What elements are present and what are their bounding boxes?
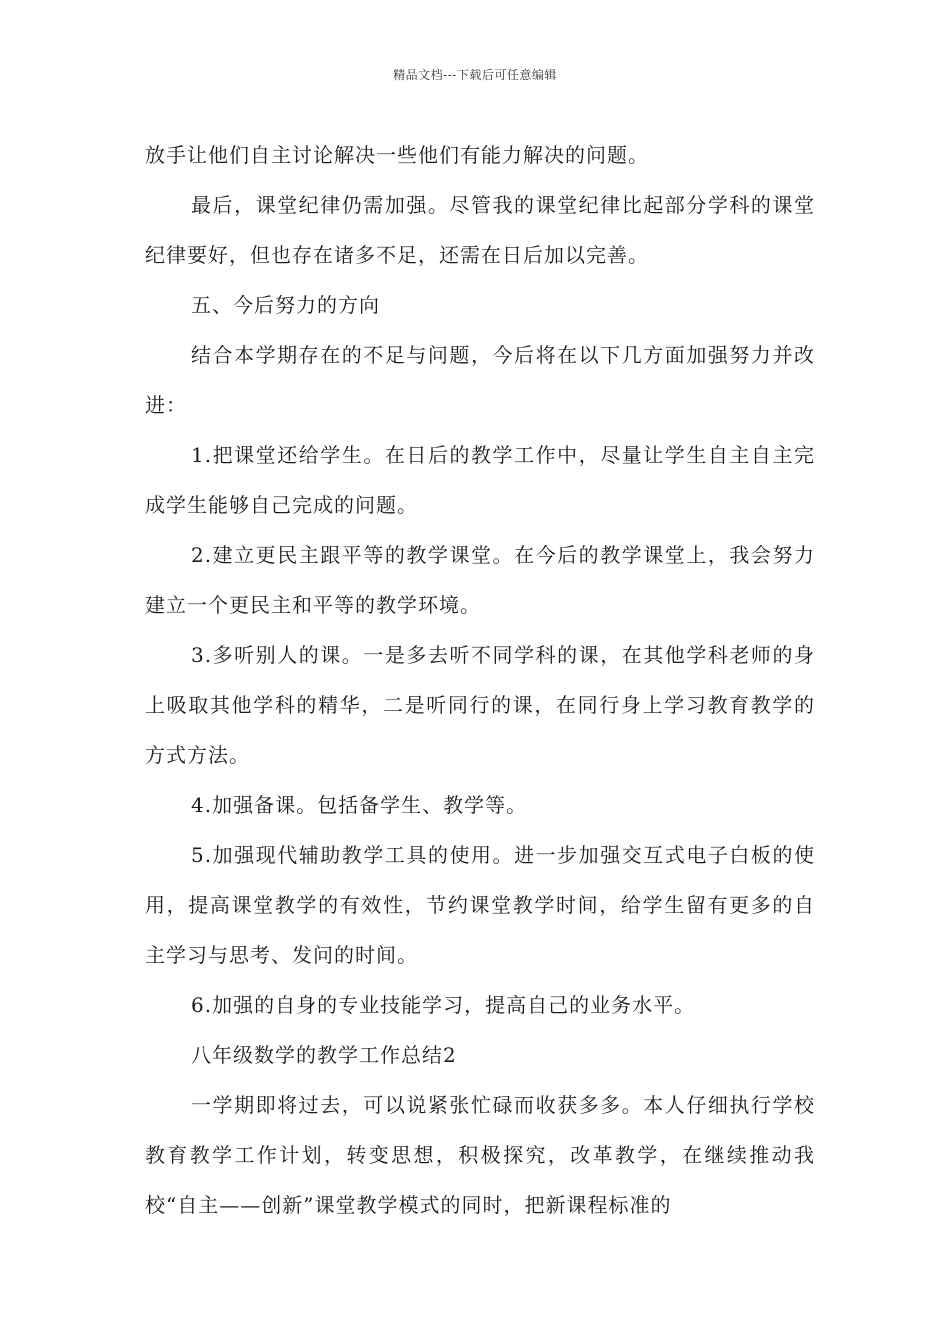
page-header: 精品文档---下载后可任意编辑: [393, 68, 557, 82]
document-body: [145, 130, 815, 1230]
paragraph-summary-2-intro: 一学期即将过去，可以说紧张忙碌而收获多多。本人仔细执行学校教育教学工作计划，转变思想，积极探究，改革教学，在继续推动我校“自主——创新”课堂教学模式的同时，把新课程标准的: [145, 1093, 815, 1217]
paragraph-discipline: 最后，课堂纪律仍需加强。尽管我的课堂纪律比起部分学科的课堂纪律要好，但也存在诸多不足，还需在日后加以完善。: [145, 193, 815, 267]
section-heading-future-direction: 五、今后努力的方向: [191, 293, 380, 317]
paragraph-intro-improvements: 结合本学期存在的不足与问题，今后将在以下几方面加强努力并改进：: [145, 343, 815, 417]
list-item-6: 6.加强的自身的专业技能学习，提高自己的业务水平。: [191, 993, 696, 1017]
list-item-3: 3.多听别人的课。一是多去听不同学科的课，在其他学科老师的身上吸取其他学科的精华，二是听同行的课，在同行身上学习教育教学的方式方法。: [145, 643, 815, 767]
section-title-summary-2: 八年级数学的教学工作总结2: [191, 1043, 457, 1067]
list-item-5: 5.加强现代辅助教学工具的使用。进一步加强交互式电子白板的使用，提高课堂教学的有效性，节约课堂教学时间，给学生留有更多的自主学习与思考、发问的时间。: [145, 843, 815, 967]
list-item-1: 1.把课堂还给学生。在日后的教学工作中，尽量让学生自主自主完成学生能够自己完成的问题。: [145, 443, 815, 517]
paragraph-continuation: 放手让他们自主讨论解决一些他们有能力解决的问题。: [145, 143, 649, 167]
list-item-4: 4.加强备课。包括备学生、教学等。: [191, 793, 528, 817]
list-item-2: 2.建立更民主跟平等的教学课堂。在今后的教学课堂上，我会努力建立一个更民主和平等的教学环境。: [145, 543, 815, 617]
